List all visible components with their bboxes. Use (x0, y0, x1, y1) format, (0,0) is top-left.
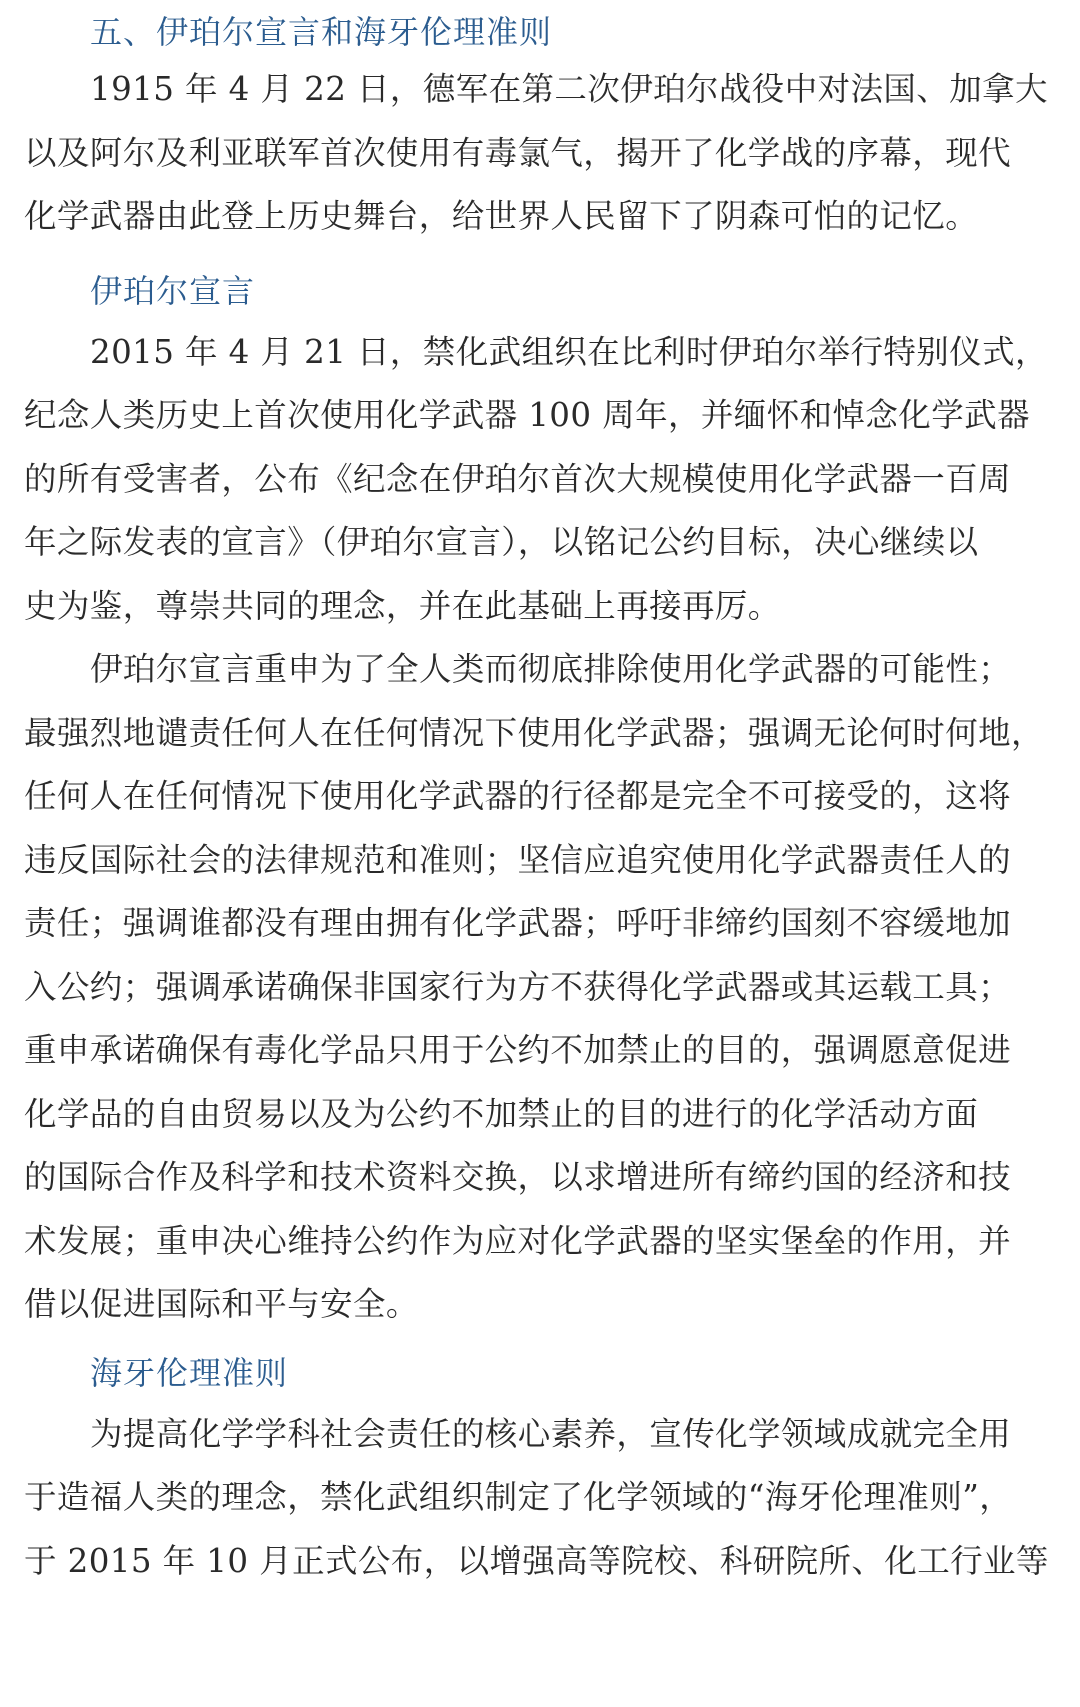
ypres-subheading: 伊珀尔宣言 (90, 271, 256, 310)
intro-paragraph (24, 58, 1056, 249)
ypres-p2-line: 责任；强调谁都没有理由拥有化学武器；呼吁非缔约国刻不容缓地加 (24, 904, 1012, 942)
intro-line: 1915 年 4 月 22 日，德军在第二次伊珀尔战役中对法国、加拿大 (90, 70, 1048, 108)
ypres-p1-line: 纪念人类历史上首次使用化学武器 100 周年，并缅怀和悼念化学武器 (24, 396, 1030, 434)
ypres-p2-line: 借以促进国际和平与安全。 (24, 1285, 419, 1323)
ypres-p2-line: 化学品的自由贸易以及为公约不加禁止的目的进行的化学活动方面 (24, 1094, 979, 1133)
ypres-p1-line: 史为鉴，尊崇共同的理念，并在此基础上再接再厉。 (24, 586, 781, 625)
ypres-p2-line: 入公约；强调承诺确保非国家行为方不获得化学武器或其运载工具； (24, 967, 1012, 1006)
hague-p1-line: 于造福人类的理念，禁化武组织制定了化学领域的“海牙伦理准则”， (24, 1478, 1013, 1516)
hague-p1-line: 为提高化学学科社会责任的核心素养，宣传化学领域成就完全用 (90, 1414, 1012, 1453)
ypres-p1-line: 年之际发表的宣言》（伊珀尔宣言），以铭记公约目标，决心继续以 (24, 523, 979, 561)
ypres-p1-line: 2015 年 4 月 21 日，禁化武组织在比利时伊珀尔举行特别仪式， (90, 332, 1048, 371)
ypres-p2-line: 伊珀尔宣言重申为了全人类而彻底排除使用化学武器的可能性； (90, 650, 1012, 688)
hague-paragraph-1 (24, 1403, 1056, 1594)
ypres-p2-line: 重申承诺确保有毒化学品只用于公约不加禁止的目的，强调愿意促进 (24, 1031, 1012, 1069)
hague-p1-line: 于 2015 年 10 月正式公布，以增强高等院校、科研院所、化工行业等 (24, 1541, 1049, 1580)
intro-line: 化学武器由此登上历史舞台，给世界人民留下了阴森可怕的记忆。 (24, 197, 979, 235)
hague-subheading: 海牙伦理准则 (90, 1353, 289, 1392)
ypres-p2-line: 术发展；重申决心维持公约作为应对化学武器的坚实堡垒的作用，并 (24, 1221, 1012, 1260)
intro-line: 以及阿尔及利亚联军首次使用有毒氯气，揭开了化学战的序幕，现代 (24, 133, 1012, 172)
ypres-paragraph-2 (24, 638, 1056, 1337)
ypres-p2-line: 最强烈地谴责任何人在任何情况下使用化学武器；强调无论何时何地， (24, 713, 1044, 752)
ypres-paragraph-1 (24, 321, 1056, 639)
section-heading: 五、伊珀尔宣言和海牙伦理准则 (90, 13, 553, 51)
ypres-p2-line: 的国际合作及科学和技术资料交换，以求增进所有缔约国的经济和技 (24, 1158, 1012, 1196)
ypres-p1-line: 的所有受害者，公布《纪念在伊珀尔首次大规模使用化学武器一百周 (24, 459, 1012, 498)
ypres-p2-line: 任何人在任何情况下使用化学武器的行径都是完全不可接受的，这将 (24, 777, 1012, 815)
ypres-p2-line: 违反国际社会的法律规范和准则；坚信应追究使用化学武器责任人的 (24, 840, 1012, 879)
